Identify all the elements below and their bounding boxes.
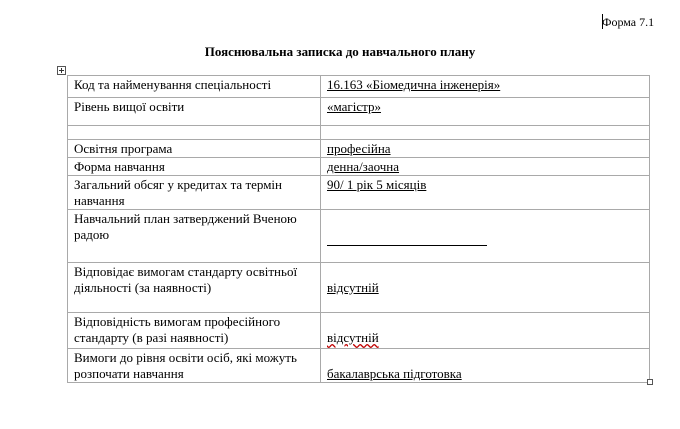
table-row (68, 140, 650, 158)
table-row (68, 98, 650, 126)
row-label: Навчальний план затверджений Вченою радою (68, 210, 321, 263)
row-value (321, 140, 650, 158)
row-value-text: 16.163 «Біомедична інженерія» (327, 77, 501, 92)
row-value-text: «магістр» (327, 99, 381, 114)
row-value (321, 176, 650, 210)
row-label: Відповідність вимогам професійного стандарту (в разі наявності) (68, 313, 321, 349)
row-value (321, 210, 650, 263)
table-row (68, 158, 650, 176)
table-row (68, 126, 650, 140)
table-move-handle-icon[interactable] (57, 66, 66, 75)
row-value-text: бакалаврська підготовка (327, 366, 462, 381)
row-value (321, 313, 650, 349)
row-value (321, 349, 650, 383)
row-label: Форма навчання (68, 158, 321, 176)
row-value (321, 158, 650, 176)
row-value (321, 263, 650, 313)
table-row (68, 76, 650, 98)
row-value-text: професійна (327, 141, 391, 156)
row-value-text: відсутній (327, 280, 379, 295)
row-value-text: 90/ 1 рік 5 місяців (327, 177, 427, 192)
row-value-text: відсутній (327, 330, 379, 345)
table-row (68, 176, 650, 210)
row-value (321, 126, 650, 140)
row-value (321, 76, 650, 98)
table-row (68, 263, 650, 313)
row-label: Вимоги до рівня освіти осіб, які можуть розпочати навчання (68, 349, 321, 383)
table-resize-handle-icon[interactable] (647, 379, 653, 385)
row-value (321, 98, 650, 126)
row-value-text: денна/заочна (327, 159, 400, 174)
table-row (68, 349, 650, 383)
document-title: Пояснювальна записка до навчального плану (204, 44, 476, 59)
form-number-label: Форма 7.1 (602, 15, 655, 29)
explanatory-note-table (67, 75, 650, 383)
row-label: Загальний обсяг у кредитах та термін навчання (68, 176, 321, 210)
table-row (68, 210, 650, 263)
row-label: Освітня програма (68, 140, 321, 158)
row-label: Рівень вищої освіти (68, 98, 321, 126)
row-label (68, 126, 321, 140)
row-label: Відповідає вимогам стандарту освітньої діяльності (за наявності) (68, 263, 321, 313)
table-row (68, 313, 650, 349)
signature-blank-line (327, 245, 487, 246)
row-label: Код та найменування спеціальності (68, 76, 321, 98)
